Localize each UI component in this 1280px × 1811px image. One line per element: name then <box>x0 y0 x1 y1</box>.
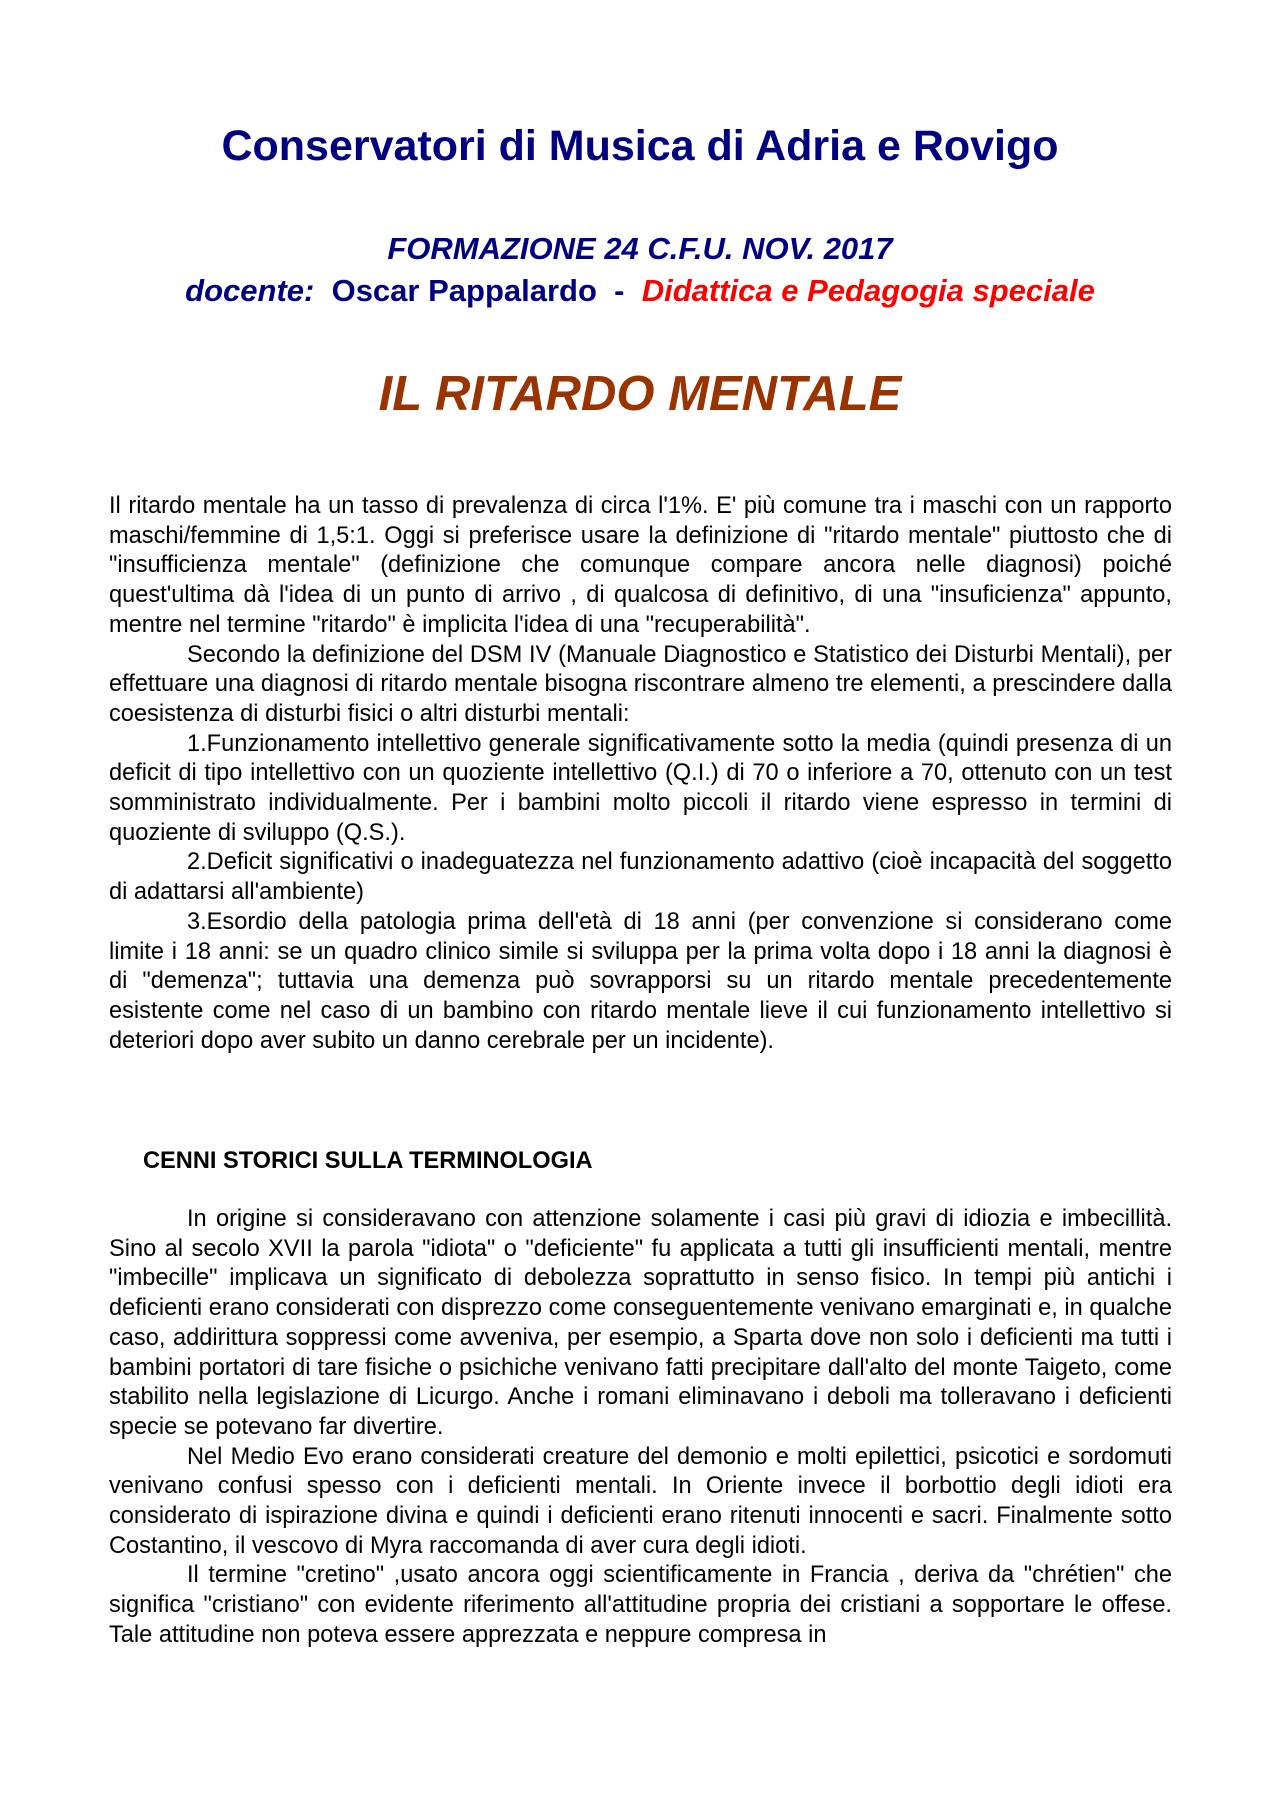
intro-section <box>109 492 1172 1056</box>
criteria-item-3: 3.Esordio della patologia prima dell'età di 18 anni (per convenzione si considerano come limite i 18 anni: se un quadro clinico simile si sviluppa per la prima volta dopo i 18 anni la diagnosi è di "demenza"; tuttavia una demenza può sovrapporsi su un ritardo mentale precedentemente esistente come nel caso di un bambino con ritardo mentale lieve il cui funzionamento intellettivo si deteriori dopo aver subito un danno cerebrale per un incidente). <box>109 908 1172 1054</box>
history-paragraph: In origine si consideravano con attenzione solamente i casi più gravi di idiozia e imbecillità. Sino al secolo XVII la parola "idiota" o "deficiente" fu applicata a tutti gli insufficienti mentali, mentre "imbecille" implicava un significato di debolezza soprattutto in senso fisico. In tempi più antichi i deficienti erano considerati con disprezzo come conseguentemente venivano emarginati e, in qualche caso, addirittura soppressi come avveniva, per esempio, a Sparta dove non solo i deficienti ma tutti i bambini portatori di tare fisiche o psichiche venivano fatti precipitare dall'alto del monte Taigeto, come stabilito nella legislazione di Licurgo. Anche i romani eliminavano i deboli ma tolleravano i deficienti specie se potevano far divertire. <box>109 1206 1172 1440</box>
institution-title: Conservatori di Musica di Adria e Rovigo <box>221 122 1059 170</box>
section-heading: CENNI STORICI SULLA TERMINOLOGIA <box>143 1148 593 1174</box>
teacher-line <box>0 272 1280 309</box>
criteria-item-2: 2.Deficit significativi o inadeguatezza nel funzionamento adattivo (cioè incapacità del soggetto di adattarsi all'ambiente) <box>109 849 1172 906</box>
intro-paragraph: Secondo la definizione del DSM IV (Manuale Diagnostico e Statistico dei Disturbi Mentali), per effettuare una diagnosi di ritardo mentale bisogna riscontrare almeno tre elementi, a prescindere dalla coesistenza di disturbi fisici o altri disturbi mentali: <box>109 641 1172 727</box>
teacher-separator: - <box>614 273 625 308</box>
history-paragraph: Nel Medio Evo erano considerati creature del demonio e molti epilettici, psicotici e sordomuti venivano confusi spesso con i deficienti mentali. In Oriente invece il borbottio degli idioti era considerato di ispirazione divina e quindi i deficienti erano ritenuti innocenti e sacri. Finalmente sotto Costantino, il vescovo di Myra raccomanda di aver cura degli idioti. <box>109 1443 1172 1559</box>
document-title: IL RITARDO MENTALE <box>378 367 902 421</box>
intro-paragraph: Il ritardo mentale ha un tasso di prevalenza di circa l'1%. E' più comune tra i maschi con un rapporto maschi/femmine di 1,5:1. Oggi si preferisce usare la definizione di "ritardo mentale" piuttosto che di "insufficienza mentale" (definizione che comunque compare ancora nelle diagnosi) poiché quest'ultima dà l'idea di un punto di arrivo , di qualcosa di definitivo, di una "insuficienza" appunto, mentre nel termine "ritardo" è implicita l'idea di una "recuperabilità". <box>109 493 1172 638</box>
teacher-name: Oscar Pappalardo <box>331 273 597 308</box>
course-subtitle: FORMAZIONE 24 C.F.U. NOV. 2017 <box>387 231 893 266</box>
history-paragraph: Il termine "cretino" ,usato ancora oggi scientificamente in Francia , deriva da "chrétien" che significa "cristiano" con evidente riferimento all'attitudine propria dei cristiani a sopportare le offese. Tale attitudine non poteva essere apprezzata e neppure compresa in <box>109 1562 1172 1648</box>
subject-name: Didattica e Pedagogia speciale <box>641 273 1095 308</box>
teacher-label: docente: <box>185 273 315 308</box>
criteria-item-1: 1.Funzionamento intellettivo generale significativamente sotto la media (quindi presenza di un deficit di tipo intellettivo con un quoziente intellettivo (Q.I.) di 70 o inferiore a 70, ottenuto con un test somministrato individualmente. Per i bambini molto piccoli il ritardo viene espresso in termini di quoziente di sviluppo (Q.S.). <box>109 730 1172 846</box>
history-section <box>109 1205 1172 1651</box>
